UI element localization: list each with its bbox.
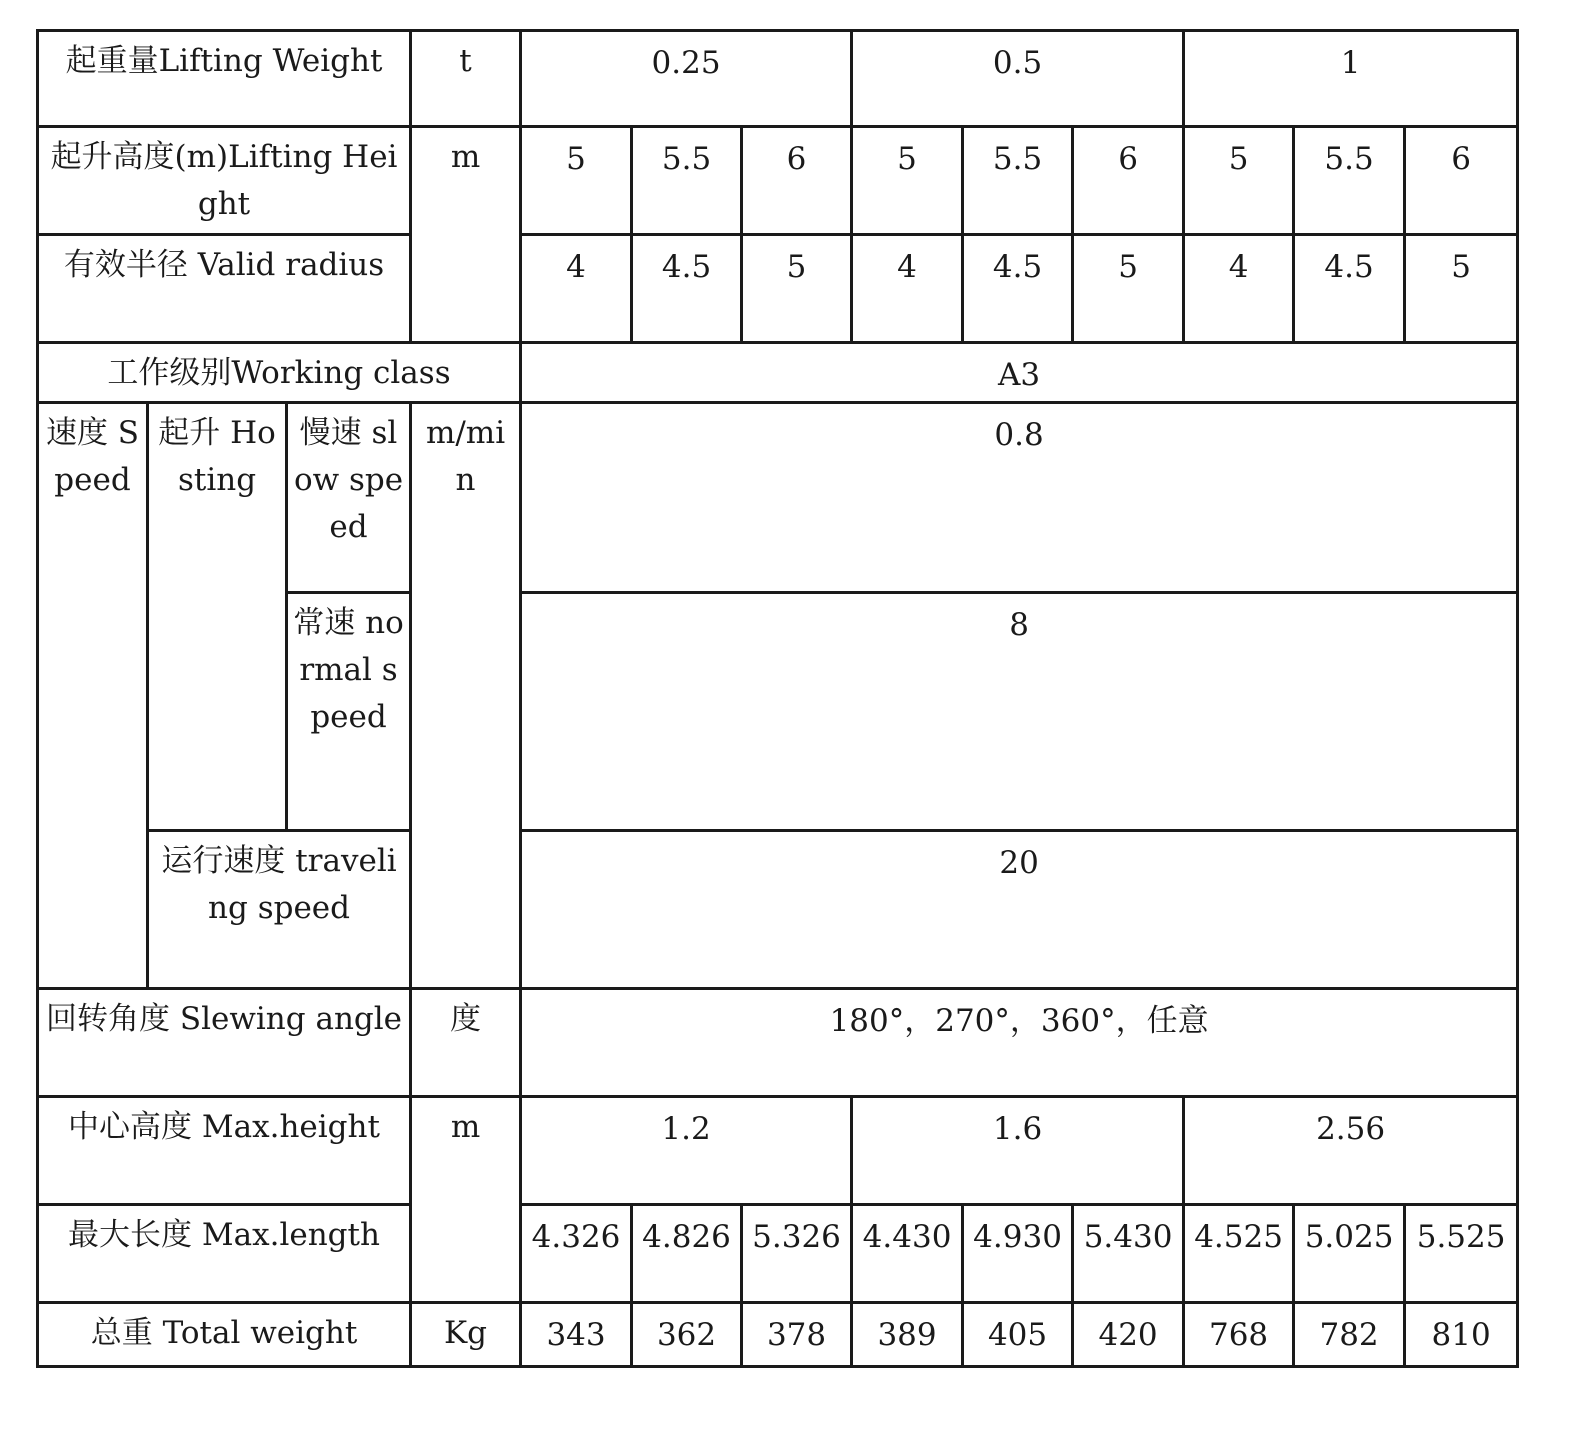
valid-radius-value: 5 — [1405, 235, 1518, 343]
valid-radius-value: 4.5 — [1294, 235, 1405, 343]
valid-radius-value: 4.5 — [632, 235, 742, 343]
total-weight-unit: Kg — [411, 1303, 521, 1367]
crane-spec-table — [36, 29, 1519, 1368]
speed-unit: m/min — [411, 403, 521, 989]
lifting-height-value: 5 — [521, 127, 632, 235]
total-weight-value: 362 — [632, 1303, 742, 1367]
total-weight-value: 405 — [963, 1303, 1073, 1367]
lifting-height-row — [38, 127, 1518, 235]
max-length-value: 5.025 — [1294, 1205, 1405, 1303]
max-height-value: 2.56 — [1184, 1097, 1518, 1205]
lifting-height-value: 5 — [852, 127, 963, 235]
max-height-unit: m — [411, 1097, 521, 1303]
lifting-height-value: 5 — [1184, 127, 1294, 235]
lifting-height-value: 5.5 — [963, 127, 1073, 235]
total-weight-value: 420 — [1073, 1303, 1184, 1367]
slewing-angle-label: 回转角度 Slewing angle — [38, 989, 411, 1097]
valid-radius-value: 4 — [521, 235, 632, 343]
max-length-value: 4.326 — [521, 1205, 632, 1303]
total-weight-value: 378 — [742, 1303, 852, 1367]
max-length-value: 4.826 — [632, 1205, 742, 1303]
valid-radius-value: 4 — [1184, 235, 1294, 343]
normal-speed-label: 常速 normal speed — [287, 593, 411, 831]
total-weight-value: 343 — [521, 1303, 632, 1367]
speed-label: 速度 Speed — [38, 403, 148, 989]
working-class-value: A3 — [521, 343, 1518, 403]
lifting-height-value: 6 — [742, 127, 852, 235]
total-weight-value: 768 — [1184, 1303, 1294, 1367]
normal-speed-value: 8 — [521, 593, 1518, 831]
slewing-angle-unit: 度 — [411, 989, 521, 1097]
max-height-row — [38, 1097, 1518, 1205]
lifting-weight-row — [38, 31, 1518, 127]
traveling-speed-value: 20 — [521, 831, 1518, 989]
slewing-angle-value: 180°，270°，360°，任意 — [521, 989, 1518, 1097]
valid-radius-value: 5 — [1073, 235, 1184, 343]
traveling-speed-row — [38, 831, 1518, 989]
slewing-angle-row — [38, 989, 1518, 1097]
slow-speed-value: 0.8 — [521, 403, 1518, 593]
max-length-value: 4.930 — [963, 1205, 1073, 1303]
max-length-label: 最大长度 Max.length — [38, 1205, 411, 1303]
slow-speed-label: 慢速 slow speed — [287, 403, 411, 593]
slow-speed-row — [38, 403, 1518, 593]
working-class-row — [38, 343, 1518, 403]
max-length-value: 4.430 — [852, 1205, 963, 1303]
lifting-height-value: 5.5 — [1294, 127, 1405, 235]
max-length-value: 5.430 — [1073, 1205, 1184, 1303]
valid-radius-value: 5 — [742, 235, 852, 343]
hoisting-label: 起升 Hosting — [148, 403, 287, 831]
traveling-speed-label: 运行速度 traveling speed — [148, 831, 411, 989]
total-weight-label: 总重 Total weight — [38, 1303, 411, 1367]
lifting-height-label: 起升高度(m)Lifting Height — [38, 127, 411, 235]
valid-radius-value: 4.5 — [963, 235, 1073, 343]
max-length-value: 4.525 — [1184, 1205, 1294, 1303]
max-height-value: 1.2 — [521, 1097, 852, 1205]
max-length-row — [38, 1205, 1518, 1303]
valid-radius-label: 有效半径 Valid radius — [38, 235, 411, 343]
max-height-label: 中心高度 Max.height — [38, 1097, 411, 1205]
max-height-value: 1.6 — [852, 1097, 1184, 1205]
valid-radius-row — [38, 235, 1518, 343]
lifting-height-unit: m — [411, 127, 521, 343]
lifting-weight-value: 0.5 — [852, 31, 1184, 127]
total-weight-value: 782 — [1294, 1303, 1405, 1367]
total-weight-value: 389 — [852, 1303, 963, 1367]
lifting-height-value: 6 — [1405, 127, 1518, 235]
total-weight-value: 810 — [1405, 1303, 1518, 1367]
max-length-value: 5.326 — [742, 1205, 852, 1303]
lifting-weight-unit: t — [411, 31, 521, 127]
lifting-height-value: 6 — [1073, 127, 1184, 235]
lifting-height-value: 5.5 — [632, 127, 742, 235]
valid-radius-value: 4 — [852, 235, 963, 343]
lifting-weight-label: 起重量Lifting Weight — [38, 31, 411, 127]
lifting-weight-value: 1 — [1184, 31, 1518, 127]
total-weight-row — [38, 1303, 1518, 1367]
max-length-value: 5.525 — [1405, 1205, 1518, 1303]
working-class-label: 工作级别Working class — [38, 343, 521, 403]
lifting-weight-value: 0.25 — [521, 31, 852, 127]
